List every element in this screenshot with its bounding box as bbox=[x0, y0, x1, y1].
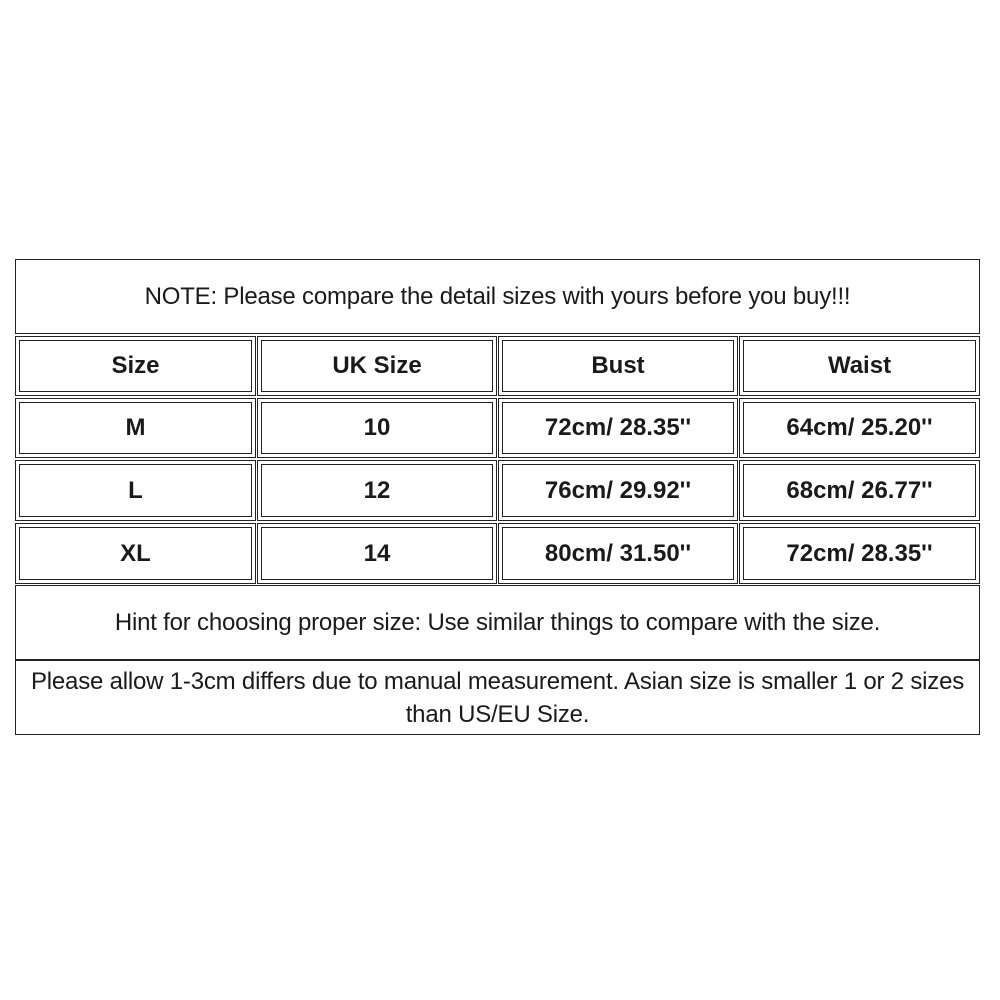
row-xl-waist: 72cm/ 28.35'' bbox=[739, 523, 980, 584]
header-waist: Waist bbox=[739, 336, 980, 396]
row-m-size: M bbox=[15, 398, 256, 458]
row-m-waist: 64cm/ 25.20'' bbox=[739, 398, 980, 458]
row-m-uk-size: 10 bbox=[257, 398, 497, 458]
row-l-bust: 76cm/ 29.92'' bbox=[498, 460, 738, 521]
header-bust: Bust bbox=[498, 336, 738, 396]
row-xl-uk-size: 14 bbox=[257, 523, 497, 584]
size-hint: Hint for choosing proper size: Use similar things to compare with the size. bbox=[15, 585, 980, 660]
header-uk-size: UK Size bbox=[257, 336, 497, 396]
row-m-bust: 72cm/ 28.35'' bbox=[498, 398, 738, 458]
row-l-waist: 68cm/ 26.77'' bbox=[739, 460, 980, 521]
header-size: Size bbox=[15, 336, 256, 396]
row-l-size: L bbox=[15, 460, 256, 521]
row-xl-size: XL bbox=[15, 523, 256, 584]
measurement-allowance-note: Please allow 1-3cm differs due to manual measurement. Asian size is smaller 1 or 2 sizes than US/EU Size. bbox=[15, 660, 980, 735]
row-xl-bust: 80cm/ 31.50'' bbox=[498, 523, 738, 584]
size-note: NOTE: Please compare the detail sizes with yours before you buy!!! bbox=[15, 259, 980, 334]
row-l-uk-size: 12 bbox=[257, 460, 497, 521]
